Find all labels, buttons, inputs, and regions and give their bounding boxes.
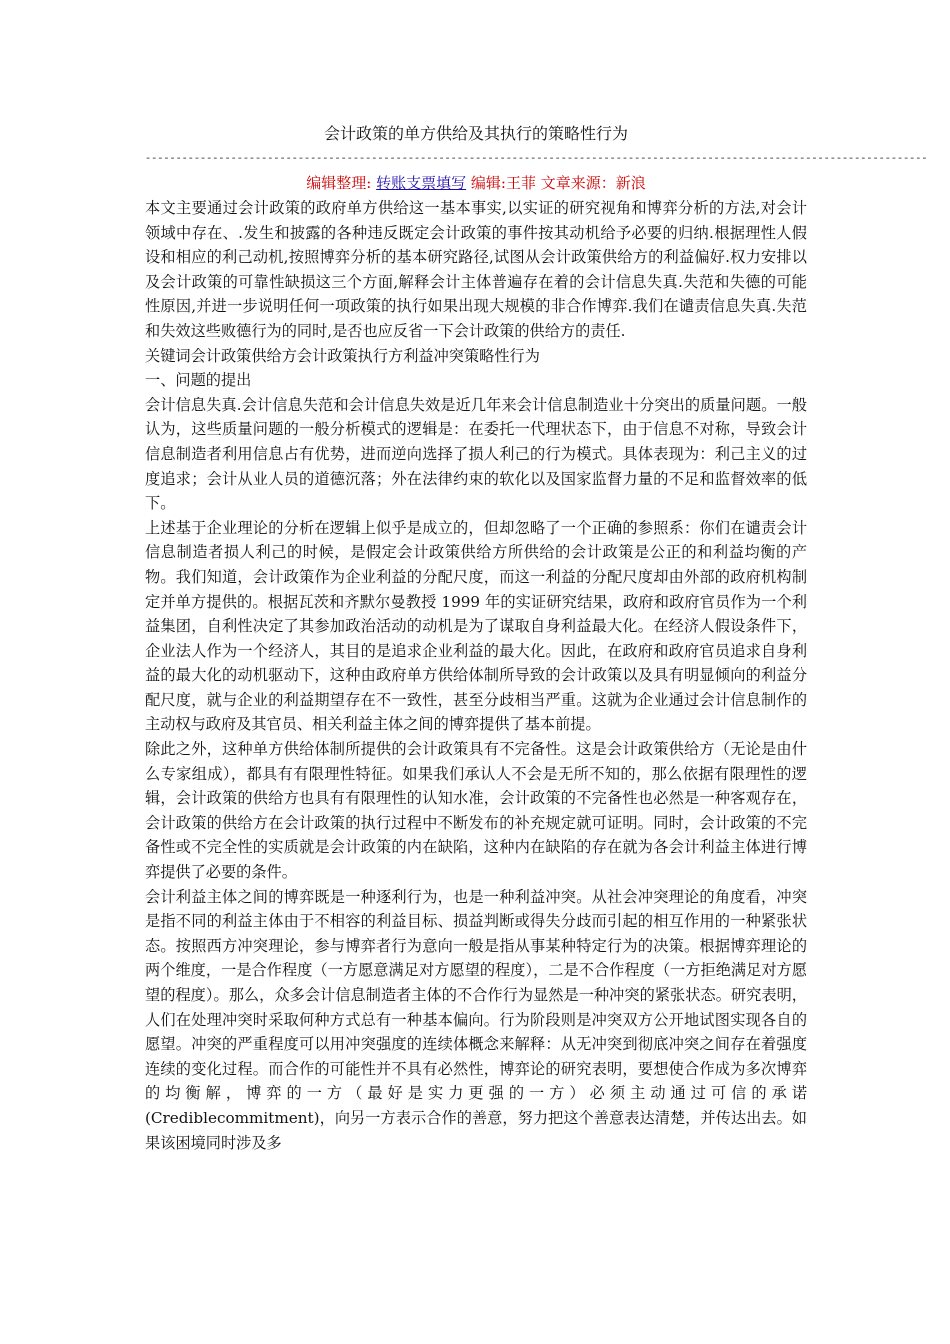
document-page	[145, 120, 928, 1155]
byline-editor-label: 编辑整理:	[306, 174, 377, 192]
byline-rest: 编辑:王菲 文章来源：新浪	[466, 174, 646, 192]
section-heading: 一、问题的提出	[145, 371, 252, 390]
article-title: 会计政策的单方供给及其执行的策略性行为	[323, 124, 628, 143]
title-divider: --------------------------------------------------------------------------------------------------------------------------------	[145, 154, 928, 165]
byline	[145, 170, 807, 196]
byline-editor-link[interactable]: 转账支票填写	[376, 174, 467, 192]
body-paragraph-2: 上述基于企业理论的分析在逻辑上似乎是成立的，但却忽略了一个正确的参照系：你们在谴责会计信息制造者损人利己的时候，是假定会计政策供给方所供给的会计政策是公正的和利益均衡的产物。我们知道，会计政策作为企业利益的分配尺度，而这一利益的分配尺度却由外部的政府机构制定并单方提供的。根据瓦茨和齐默尔曼教授 1999 年的实证研究结果，政府和政府官员作为一个利益集团，自利性决定了其参加政治活动的动机是为了谋取自身利益最大化。在经济人假设条件下，企业法人作为一个经济人，其目的是追求企业利益的最大化。因此，在政府和政府官员追求自身利益的最大化的动机驱动下，这种由政府单方供给体制所导致的会计政策以及具有明显倾向的利益分配尺度，就与企业的利益期望存在不一致性，甚至分歧相当严重。这就为企业通过会计信息制作的主动权与政府及其官员、相关利益主体之间的博弈提供了基本前提。	[145, 518, 807, 734]
body-paragraph-1: 会计信息失真.会计信息失范和会计信息失效是近几年来会计信息制造业十分突出的质量问题。一般认为，这些质量问题的一般分析模式的逻辑是：在委托一代理状态下，由于信息不对称，导致会计信息制造者利用信息占有优势，进而逆向选择了损人利己的行为模式。具体表现为：利己主义的过度追求；会计从业人员的道德沉落；外在法律约束的软化以及国家监督力量的不足和监督效率的低下。	[145, 395, 807, 513]
body-paragraph-3: 除此之外，这种单方供给体制所提供的会计政策具有不完备性。这是会计政策供给方（无论是由什么专家组成），都具有有限理性特征。如果我们承认人不会是无所不知的，那么依据有限理性的逻辑，会计政策的供给方也具有有限理性的认知水准，会计政策的不完备性也必然是一种客观存在，会计政策的供给方在会计政策的执行过程中不断发布的补充规定就可证明。同时，会计政策的不完备性或不完全性的实质就是会计政策的内在缺陷，这种内在缺陷的存在就为各会计利益主体进行博弈提供了必要的条件。	[145, 740, 807, 882]
keywords-line: 关键词会计政策供给方会计政策执行方利益冲突策略性行为	[145, 346, 540, 365]
body-paragraph-4: 会计利益主体之间的博弈既是一种逐利行为，也是一种利益冲突。从社会冲突理论的角度看，冲突是指不同的利益主体由于不相容的利益目标、损益判断或得失分歧而引起的相互作用的一种紧张状态。按照西方冲突理论，参与博弈者行为意向一般是指从事某种特定行为的决策。根据博弈理论的两个维度，一是合作程度（一方愿意满足对方愿望的程度），二是不合作程度（一方拒绝满足对方愿望的程度）。那么，众多会计信息制造者主体的不合作行为显然是一种冲突的紧张状态。研究表明，人们在处理冲突时采取何种方式总有一种基本偏向。行为阶段则是冲突双方公开地试图实现各自的愿望。冲突的严重程度可以用冲突强度的连续体概念来解释：从无冲突到彻底冲突之间存在着强度连续的变化过程。而合作的可能性并不具有必然性，博弈论的研究表明，要想使合作成为多次博弈的均衡解，博弈的一方（最好是实力更强的一方）必须主动通过可信的承诺(Crediblecommitment)，向另一方表示合作的善意，努力把这个善意表达清楚，并传达出去。如果该困境同时涉及多	[145, 887, 807, 1152]
abstract-paragraph: 本文主要通过会计政策的政府单方供给这一基本事实,以实证的研究视角和博弈分析的方法,对会计领域中存在、.发生和披露的各种违反既定会计政策的事件按其动机给予必要的归纳.根据理性人假设和相应的利己动机,按照博弈分析的基本研究路径,试图从会计政策供给方的利益偏好.权力安排以及会计政策的可靠性缺损这三个方面,解释会计主体普遍存在着的会计信息失真.失范和失德的可能性原因,并进一步说明任何一项政策的执行如果出现大规模的非合作博弈.我们在谴责信息失真.失范和失效这些败德行为的同时,是否也应反省一下会计政策的供给方的责任.	[145, 199, 807, 340]
